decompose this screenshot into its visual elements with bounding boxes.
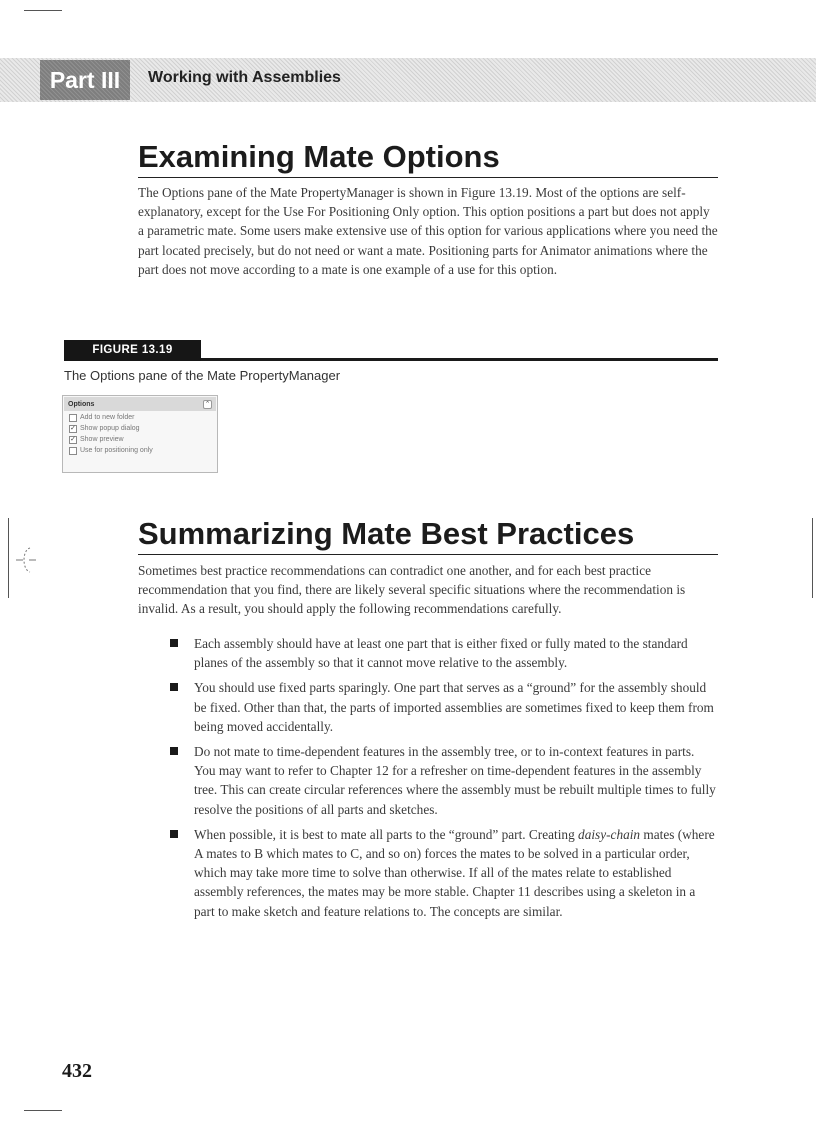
options-panel-screenshot <box>62 395 218 473</box>
list-item-text: Do not mate to time-dependent features in the assembly tree, or to in-context features in parts. You may want to refer to Chapter 12 for a refresher on time-dependent features in the assembly tree. This can create circular references where the assembly must be rebuilt multiple times to fully resolve the positions of all parts and sketches. <box>194 744 716 817</box>
option-label: Add to new folder <box>80 414 135 421</box>
emphasis-daisy-chain: daisy-chain <box>578 826 641 842</box>
section-heading-best-practices: Summarizing Mate Best Practices <box>138 517 718 555</box>
mate-options-paragraph: The Options pane of the Mate PropertyManager is shown in Figure 13.19. Most of the options are self-explanatory, except for the Use For Positioning Only option. This option positions a part but does not apply a parametric mate. Some users make extensive use of this option for various applications where you need the part located precisely, but do not need or want a mate. Positioning parts for Animator animations where the part does not move according to a mate is one example of a use for this option. <box>138 185 718 277</box>
option-label: Show popup dialog <box>80 425 140 432</box>
list-item <box>170 742 718 819</box>
bullet-square-icon <box>170 683 178 691</box>
crop-mark-bottom-left <box>24 1110 62 1111</box>
crop-mark-right <box>812 518 813 598</box>
list-item <box>170 634 718 672</box>
checkbox-checked: ✓ <box>70 424 76 432</box>
bullet-square-icon <box>170 830 178 838</box>
option-show-preview <box>63 434 217 445</box>
options-panel-header <box>64 397 216 411</box>
figure-label: FIGURE 13.19 <box>64 340 201 361</box>
best-practices-paragraph: Sometimes best practice recommendations can contradict one another, and for each best practice recommendation that you find, there are likely several specific situations where the recommendation is invalid. As a result, you should apply the following recommendations carefully. <box>138 563 686 617</box>
option-use-for-positioning-only <box>63 445 217 456</box>
list-item <box>170 678 718 736</box>
crop-mark-left <box>8 518 9 598</box>
figure-caption: The Options pane of the Mate PropertyManager <box>64 368 341 383</box>
option-show-popup-dialog <box>63 423 217 434</box>
part-title: Working with Assemblies <box>148 69 341 86</box>
bullet-square-icon <box>170 747 178 755</box>
chevron-up-icon: ⌃ <box>204 400 211 408</box>
crop-mark-top-left <box>24 10 62 11</box>
page-number: 432 <box>62 1060 92 1082</box>
list-item-text-before: When possible, it is best to mate all parts to the “ground” part. Creating <box>194 826 579 842</box>
options-panel-title: Options <box>68 400 95 408</box>
option-add-to-new-folder <box>63 412 217 423</box>
checkbox-unchecked <box>69 414 77 422</box>
option-label: Show preview <box>80 436 124 443</box>
option-label: Use for positioning only <box>80 447 153 454</box>
part-label: Part III <box>40 60 130 100</box>
best-practices-list <box>170 634 718 927</box>
list-item-text-after: mates (where A mates to B which mates to C, and so on) forces the mates to be solved in a particular order, which may take more time to solve than otherwise. If all of the mates relate to established assembly references, the mates may be more stable. Chapter 11 describes using a skeleton in a part to make sketch and feature relations to. The concepts are similar. <box>194 826 715 919</box>
checkbox-checked: ✓ <box>70 435 76 443</box>
registration-mark-icon <box>16 545 36 575</box>
checkbox-unchecked <box>69 447 77 455</box>
bullet-square-icon <box>170 639 178 647</box>
section-heading-mate-options: Examining Mate Options <box>138 140 718 178</box>
list-item-text: You should use fixed parts sparingly. One part that serves as a “ground” for the assembly should be fixed. Other than that, the parts of imported assemblies are sometimes fixed to keep them from being moved accidentally. <box>194 680 714 734</box>
list-item-text: Each assembly should have at least one part that is either fixed or fully mated to the standard planes of the assembly so that it cannot move relative to the assembly. <box>194 636 688 671</box>
list-item <box>170 825 718 921</box>
